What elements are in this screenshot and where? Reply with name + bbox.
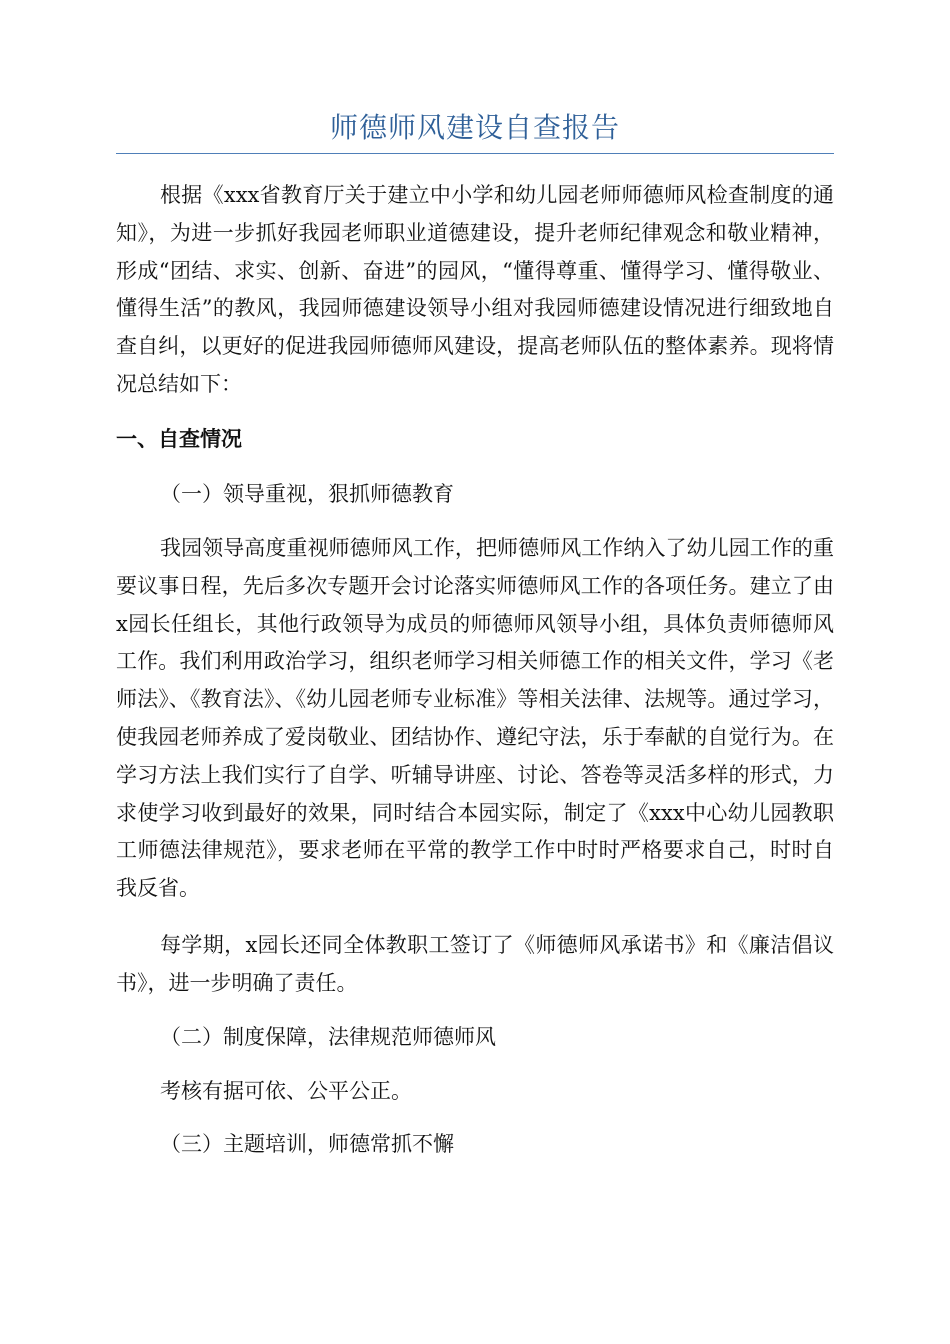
intro-paragraph: 根据《xxx省教育厅关于建立中小学和幼儿园老师师德师风检查制度的通知》，为进一步抓好我园老师职业道德建设，提升老师纪律观念和敬业精神，形成“团结、求实、创新、奋进”的园风，“懂得尊重、懂得学习、懂得敬业、懂得生活”的教风，我园师德建设领导小组对我园师德建设情况进行细致地自查自纠，以更好的促进我园师德师风建设，提高老师队伍的整体素养。现将情况总结如下：: [116, 183, 834, 396]
commitment-paragraph: 每学期，x园长还同全体教职工签订了《师德师风承诺书》和《廉洁倡议书》，进一步明确了责任。: [116, 933, 834, 995]
subheading-system: （二）制度保障，法律规范师德师风: [160, 1025, 496, 1049]
leadership-paragraph: 我园领导高度重视师德师风工作，把师德师风工作纳入了幼儿园工作的重要议事日程，先后多次专题开会讨论落实师德师风工作的各项任务。建立了由x园长任组长，其他行政领导为成员的师德师风领导小组，具体负责师德师风工作。我们利用政治学习，组织老师学习相关师德工作的相关文件，学习《老师法》、《教育法》、《幼儿园老师专业标准》等相关法律、法规等。通过学习，使我园老师养成了爱岗敬业、团结协作、遵纪守法，乐于奉献的自觉行为。在学习方法上我们实行了自学、听辅导讲座、讨论、答卷等灵活多样的形式，力求使学习收到最好的效果，同时结合本园实际，制定了《xxx中心幼儿园教职工师德法律规范》，要求老师在平常的教学工作中时时严格要求自己，时时自我反省。: [116, 536, 834, 901]
section-heading-self-check: 一、自查情况: [116, 427, 242, 451]
system-paragraph: 考核有据可依、公平公正。: [160, 1079, 412, 1103]
subheading-training: （三）主题培训，师德常抓不懈: [160, 1132, 454, 1156]
subheading-leadership: （一）领导重视，狠抓师德教育: [160, 482, 454, 506]
title-underline: [116, 153, 834, 154]
page-title: 师德师风建设自查报告: [329, 111, 620, 144]
